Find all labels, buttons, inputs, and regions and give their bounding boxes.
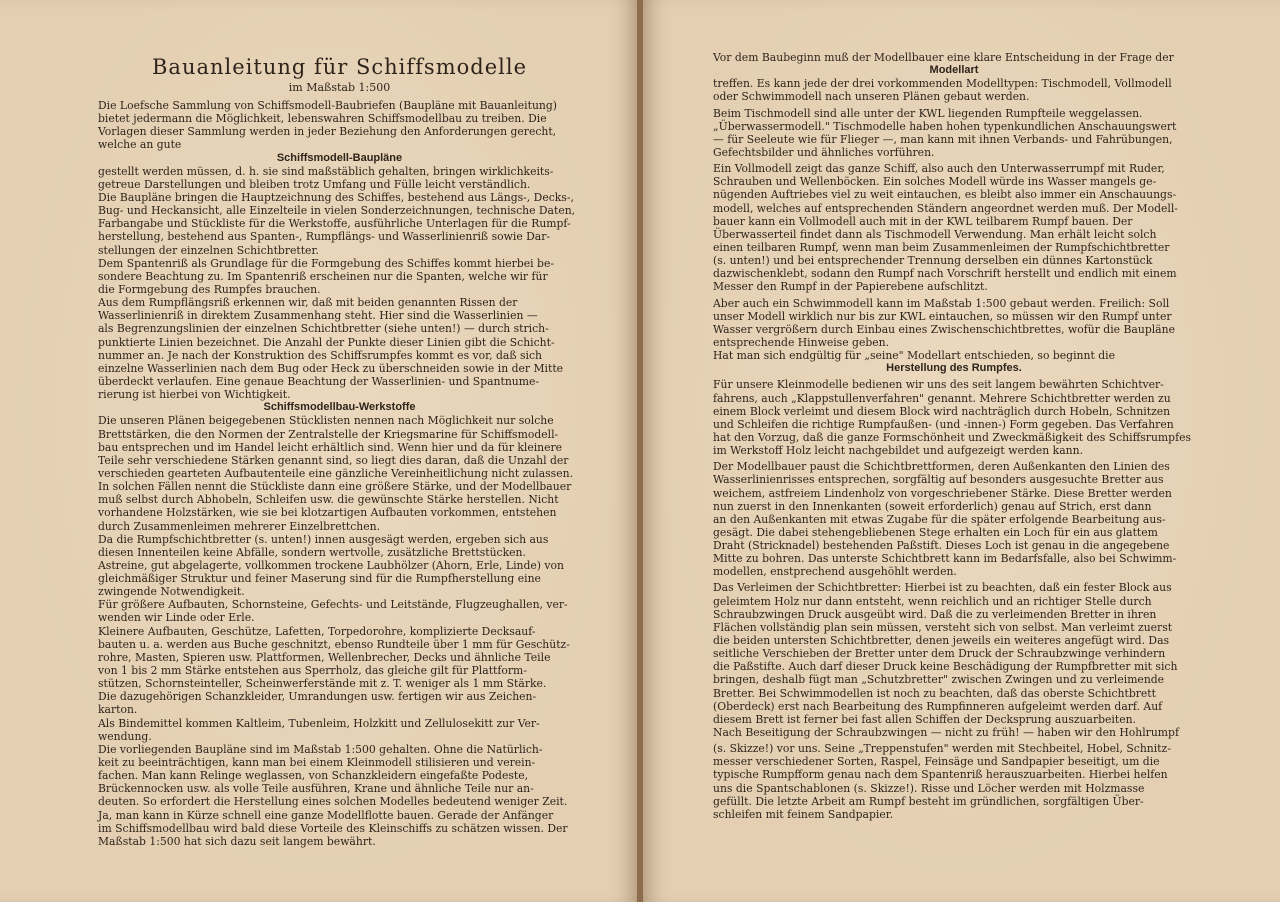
text-line: Messer den Rumpf in der Papierebene aufschlitzt. bbox=[713, 280, 988, 294]
text-line: herstellung, bestehend aus Spanten-, Rumpflängs- und Wasserlinienriß sowie Dar- bbox=[98, 230, 551, 244]
section-heading: Schiffsmodellbau-Werkstoffe bbox=[263, 401, 416, 414]
text-line: (Oberdeck) erst nach Bearbeitung des Rumpfinneren aufgeleimt werden darf. Auf bbox=[713, 699, 1163, 713]
text-line: Wasserlinienriß in direktem Zusammenhang steht. Hier sind die Wasserlinien — bbox=[98, 309, 538, 323]
text-line: bau entsprechen und im Handel leicht erhältlich sind. Wenn hier und da für kleinere bbox=[98, 440, 563, 454]
text-line: verschieden gearteten Aufbautenteile eine gänzliche Vereinheitlichung nicht zulassen. bbox=[98, 466, 573, 480]
text-line: im Schiffsmodellbau wird bald diese Vorteile des Kleinschiffs zu schätzen wissen. Der bbox=[98, 821, 568, 835]
text-line: Nach Beseitigung der Schraubzwingen — nicht zu früh! — haben wir den Hohlrumpf bbox=[713, 726, 1179, 740]
text-line: Teile sehr verschiedene Stärken genannt sind, so liegt dies daran, daß die Unzahl der bbox=[98, 453, 569, 467]
text-line: einem Block verleimt und diesem Block wird nachträglich durch Hobeln, Schnitzen bbox=[713, 404, 1171, 418]
text-line: „Überwassermodell." Tischmodelle haben hohen typenkundlichen Anschauungswert bbox=[713, 119, 1177, 133]
text-line: als Begrenzungslinien der einzelnen Schichtbretter (siehe unten!) — durch strich- bbox=[98, 322, 549, 336]
text-line: einzelne Wasserlinien nach dem Bug oder Heck zu überschneiden sowie in der Mitte bbox=[98, 361, 564, 375]
text-line: Bug- und Heckansicht, alle Einzelteile in vielen Sonderzeichnungen, technische Daten, bbox=[98, 204, 576, 218]
right-body-text bbox=[713, 51, 1195, 821]
text-line: Dem Spantenriß als Grundlage für die Formgebung des Schiffes kommt hierbei be- bbox=[98, 256, 554, 270]
text-line: (s. Skizze!) vor uns. Seine „Treppenstufen" werden mit Stechbeitel, Hobel, Schnitz- bbox=[713, 742, 1171, 756]
text-line: sondere Beachtung zu. Im Spantenriß erscheinen nur die Spanten, welche wir für bbox=[98, 269, 548, 283]
text-line: Astreine, gut abgelagerte, vollkommen trockene Laubhölzer (Ahorn, Erle, Linde) von bbox=[98, 558, 564, 572]
section-heading: Schiffsmodell-Baupläne bbox=[276, 151, 403, 164]
text-line: rohre, Masten, Spieren usw. Plattformen, Wellenbrecher, Decks und ähnliche Teile bbox=[98, 650, 551, 664]
text-line: vorhandene Holzstärken, wie sie bei klotzartigen Aufbauten vorkommen, entstehen bbox=[98, 506, 557, 520]
text-line: Vorlagen dieser Sammlung werden in jeder Beziehung den Anforderungen gerecht, bbox=[98, 125, 557, 139]
left-body-text bbox=[98, 99, 581, 848]
text-line: hat den Vorzug, daß die ganze Formschönheit und Zweckmäßigkeit des Schiffsrumpfes bbox=[713, 430, 1191, 444]
text-line: bietet jedermann die Möglichkeit, lebenswahren Schiffsmodellbau zu treiben. Die bbox=[98, 112, 547, 126]
text-line: gesägt. Die dabei stehengebliebenen Stege erhalten ein Loch für ein aus glattem bbox=[713, 525, 1158, 539]
text-line: Kleinere Aufbauten, Geschütze, Lafetten, Torpedorohre, komplizierte Decksauf- bbox=[98, 624, 536, 638]
text-line: In solchen Fällen nennt die Stückliste dann eine größere Stärke, und der Modellbauer bbox=[98, 480, 572, 494]
text-line: messer verschiedener Sorten, Raspel, Feinsäge und Sandpapier beseitigt, um die bbox=[713, 755, 1160, 769]
text-line: Hat man sich endgültig für „seine" Modellart entschieden, so beginnt die bbox=[713, 349, 1115, 363]
text-line: wendung. bbox=[98, 729, 152, 743]
text-line: Die Loefsche Sammlung von Schiffsmodell-Baubriefen (Baupläne mit Bauanleitung) bbox=[98, 99, 557, 112]
text-line: Aber auch ein Schwimmodell kann im Maßstab 1:500 gebaut werden. Freilich: Soll bbox=[713, 296, 1170, 310]
text-line: nun zuerst in den Innenkanten (soweit erforderlich) genau auf Strich, erst dann bbox=[713, 499, 1152, 513]
text-line: überdeckt verlaufen. Eine genaue Beachtung der Wasserlinien- und Spantnume- bbox=[98, 374, 540, 388]
text-line: Als Bindemittel kommen Kaltleim, Tubenleim, Holzkitt und Zellulosekitt zur Ver- bbox=[98, 716, 540, 730]
text-line: an den Außenkanten mit etwas Zugabe für die später erfolgende Bearbeitung aus- bbox=[713, 512, 1166, 526]
text-line: Ein Vollmodell zeigt das ganze Schiff, also auch den Unterwasserrumpf mit Ruder, bbox=[713, 162, 1165, 176]
section-heading: Modellart bbox=[929, 64, 979, 77]
text-line: geleimtem Holz nur dann entsteht, wenn reichlich und an richtiger Stelle durch bbox=[713, 594, 1152, 608]
text-line: wenden wir Linde oder Erle. bbox=[98, 611, 255, 625]
text-line: bringen, deshalb fügt man „Schutzbretter" zwischen Zwingen und zu verleimende bbox=[713, 673, 1165, 687]
text-line: Schrauben und Wellenböcken. Ein solches Modell würde ins Wasser mangels ge- bbox=[713, 175, 1157, 189]
text-line: die Formgebung des Rumpfes brauchen. bbox=[98, 282, 321, 296]
text-line: keit zu beeinträchtigen, kann man bei einem Kleinmodell stilisieren und verein- bbox=[98, 756, 536, 770]
text-line: deuten. So erfordert die Herstellung eines solchen Modelles bedeutend weniger Zeit. bbox=[98, 795, 568, 809]
left-page bbox=[0, 0, 637, 902]
text-line: Draht (Stricknadel) bestehenden Paßstift. Dieses Loch ist genau in die angegebene bbox=[713, 539, 1170, 553]
scale-subtitle: im Maßstab 1:500 bbox=[288, 81, 391, 94]
text-line: modell, welches auf entsprechenden Ständern angeordnet werden muß. Der Modell- bbox=[713, 201, 1178, 215]
text-line: diesem Brett ist ferner bei fast allen Schiffen der Decksprung auszuarbeiten. bbox=[713, 712, 1136, 726]
text-line: unser Modell wirklich nur bis zur KWL eintauchen, so müssen wir den Rumpf unter bbox=[713, 309, 1172, 323]
text-line: Das Verleimen der Schichtbretter: Hierbei ist zu beachten, daß ein fester Block aus bbox=[713, 581, 1172, 595]
text-line: Vor dem Baubeginn muß der Modellbauer eine klare Entscheidung in der Frage der bbox=[713, 51, 1174, 64]
text-line: nügenden Auftriebes viel zu weit eintauchen, es bleibt also immer ein Anschauungs- bbox=[713, 188, 1177, 202]
text-line: die beiden untersten Schichtbretter, denen jeweils ein weiteres angefügt wird. Das bbox=[713, 634, 1170, 648]
text-line: uns die Spantschablonen (s. Skizze!). Risse und Löcher werden mit Holzmasse bbox=[713, 781, 1145, 795]
text-line: getreue Darstellungen und bleiben trotz Umfang und Fülle leicht verständlich. bbox=[98, 177, 531, 191]
text-line: Brettstärken, die den Normen der Zentralstelle der Kriegsmarine für Schiffsmodell- bbox=[98, 427, 559, 441]
text-line: Gefechtsbilder und ähnliches vorführen. bbox=[713, 145, 935, 159]
text-line: rierung ist hierbei von Wichtigkeit. bbox=[98, 388, 291, 402]
text-line: entsprechende Hinweise geben. bbox=[713, 335, 890, 349]
text-line: (s. unten!) und bei entsprechender Trennung derselben ein dünnes Kartonstück bbox=[713, 254, 1153, 268]
text-line: Aus dem Rumpflängsriß erkennen wir, daß mit beiden genannten Rissen der bbox=[98, 296, 518, 310]
text-line: und Schleifen die richtige Rumpfaußen- (und -innen-) Form gegeben. Das Verfahren bbox=[713, 417, 1174, 431]
text-line: punktierte Linien bezeichnet. Die Anzahl der Punkte dieser Linien gibt die Schicht- bbox=[98, 335, 555, 349]
text-line: dazwischenklebt, sodann den Rumpf nach Vorschrift herstellt und endlich mit einem bbox=[713, 267, 1177, 281]
text-line: einen teilbaren Rumpf, wenn man beim Zusammenleimen der Rumpfschichtbretter bbox=[713, 240, 1170, 254]
text-line: seitliche Verschieben der Bretter unter dem Druck der Schraubzwinge verhindern bbox=[713, 647, 1166, 661]
text-line: Maßstab 1:500 hat sich dazu seit langem bewährt. bbox=[98, 834, 376, 848]
text-line: muß selbst durch Abhobeln, Schleifen usw. die gewünschte Stärke herstellen. Nicht bbox=[98, 493, 559, 507]
section-heading: Herstellung des Rumpfes. bbox=[886, 362, 1022, 375]
text-line: weichem, astfreiem Lindenholz von vorgeschriebener Stärke. Diese Bretter werden bbox=[713, 486, 1172, 500]
text-line: im Werkstoff Holz leicht nachgebildet und aufgezeigt werden kann. bbox=[713, 444, 1084, 458]
text-line: Wasserlinienrisses entsprechen, sorgfältig auf besonders ausgesuchte Bretter aus bbox=[713, 473, 1164, 487]
text-line: Die vorliegenden Baupläne sind im Maßstab 1:500 gehalten. Ohne die Natürlich- bbox=[98, 742, 543, 756]
text-line: Ja, man kann in Kürze schnell eine ganze Modellflotte bauen. Gerade der Anfänger bbox=[98, 808, 554, 822]
text-line: Flächen vollständig plan sein müssen, versteht sich von selbst. Man verleimt zuerst bbox=[713, 620, 1173, 634]
text-line: Die Baupläne bringen die Hauptzeichnung des Schiffes, bestehend aus Längs-, Decks-, bbox=[98, 190, 574, 204]
text-line: gefüllt. Die letzte Arbeit am Rumpf besteht im gründlichen, sorgfältigen Über- bbox=[713, 794, 1144, 808]
text-line: Bretter. Bei Schwimmodellen ist noch zu beachten, daß das oberste Schichtbrett bbox=[713, 686, 1156, 700]
text-line: oder Schwimmodell nach unseren Plänen gebaut werden. bbox=[713, 90, 1030, 104]
text-line: — für Seeleute wie für Flieger —, man kann mit ihnen Verbands- und Fahrübungen, bbox=[713, 132, 1173, 146]
text-line: gestellt werden müssen, d. h. sie sind maßstäblich gehalten, bringen wirklichkeits- bbox=[98, 164, 554, 178]
right-page bbox=[643, 0, 1280, 902]
text-line: Brückennocken usw. als volle Teile ausführen, Krane und ähnliche Teile nur an- bbox=[98, 782, 534, 796]
text-line: nummer an. Je nach der Konstruktion des Schiffsrumpfes kommt es vor, daß sich bbox=[98, 348, 542, 362]
text-line: Mitte zu bohren. Das unterste Schichtbrett kann im Bedarfsfalle, also bei Schwimm- bbox=[713, 552, 1177, 566]
text-line: karton. bbox=[98, 703, 138, 717]
text-line: von 1 bis 2 mm Stärke entstehen aus Sperrholz, das gleiche gilt für Plattform- bbox=[98, 664, 527, 678]
text-line: zwingende Notwendigkeit. bbox=[98, 585, 245, 599]
text-line: Schraubzwingen Druck ausgeübt wird. Daß die zu verleimenden Bretter in ihren bbox=[713, 607, 1157, 621]
text-line: Für unsere Kleinmodelle bedienen wir uns des seit langem bewährten Schichtver- bbox=[713, 378, 1164, 392]
text-line: Die dazugehörigen Schanzkleider, Umrandungen usw. fertigen wir aus Zeichen- bbox=[98, 690, 537, 704]
text-line: stützen, Schornsteinteller, Scheinwerferstände mit z. T. weniger als 1 mm Stärke. bbox=[98, 677, 547, 691]
text-line: Wasser vergrößern durch Einbau eines Zwischenschichtbrettes, wofür die Baupläne bbox=[713, 322, 1175, 336]
text-line: schleifen mit feinem Sandpapier. bbox=[713, 807, 894, 821]
text-line: gleichmäßiger Struktur und feiner Maserung sind für die Rumpfherstellung eine bbox=[98, 572, 541, 586]
text-line: typische Rumpfform genau nach dem Spantenriß herauszuarbeiten. Hierbei helfen bbox=[713, 768, 1168, 782]
text-line: bauer kann ein Vollmodell auch mit in der KWL teilbarem Rumpf bauen. Der bbox=[713, 214, 1133, 228]
text-line: Der Modellbauer paust die Schichtbrettformen, deren Außenkanten den Linien des bbox=[713, 460, 1170, 474]
text-line: stellungen der einzelnen Schichtbretter. bbox=[98, 243, 319, 257]
text-line: fahrens, auch „Klappstullenverfahren" genannt. Mehrere Schichtbretter werden zu bbox=[713, 391, 1171, 405]
text-line: modellen, enstprechend ausgehöhlt werden. bbox=[713, 565, 957, 579]
text-line: Die unseren Plänen beigegebenen Stücklisten nennen nach Möglichkeit nur solche bbox=[98, 414, 554, 428]
text-line: durch Zusammenleimen mehrerer Einzelbrettchen. bbox=[98, 519, 381, 533]
text-line: Überwasserteil findet dann als Tischmodell Verwendung. Man erhält leicht solch bbox=[713, 227, 1157, 241]
text-line: Da die Rumpfschichtbretter (s. unten!) innen ausgesägt werden, ergeben sich aus bbox=[98, 532, 549, 546]
text-line: diesen Innenteilen keine Abfälle, sondern wertvolle, zusätzliche Brettstücken. bbox=[98, 545, 526, 559]
text-line: Beim Tischmodell sind alle unter der KWL liegenden Rumpfteile weggelassen. bbox=[713, 106, 1143, 120]
text-line: die Paßstifte. Auch darf dieser Druck keine Beschädigung der Rumpfbretter mit sich bbox=[713, 660, 1178, 674]
text-line: treffen. Es kann jede der drei vorkommenden Modelltypen: Tischmodell, Vollmodell bbox=[713, 77, 1172, 91]
text-line: fachen. Man kann Relinge weglassen, von Schanzkleidern eingefaßte Podeste, bbox=[98, 769, 529, 783]
text-line: Für größere Aufbauten, Schornsteine, Gefechts- und Leitstände, Flugzeughallen, ver- bbox=[98, 598, 568, 612]
text-line: bauten u. a. werden aus Buche geschnitzt, ebenso Rundteile über 1 mm für Geschütz- bbox=[98, 637, 570, 651]
page-title: Bauanleitung für Schiffsmodelle bbox=[152, 55, 527, 79]
text-line: welche an gute bbox=[98, 138, 182, 152]
text-line: Farbangabe und Stückliste für die Werkstoffe, ausführliche Unterlagen für die Rumpf- bbox=[98, 217, 571, 231]
